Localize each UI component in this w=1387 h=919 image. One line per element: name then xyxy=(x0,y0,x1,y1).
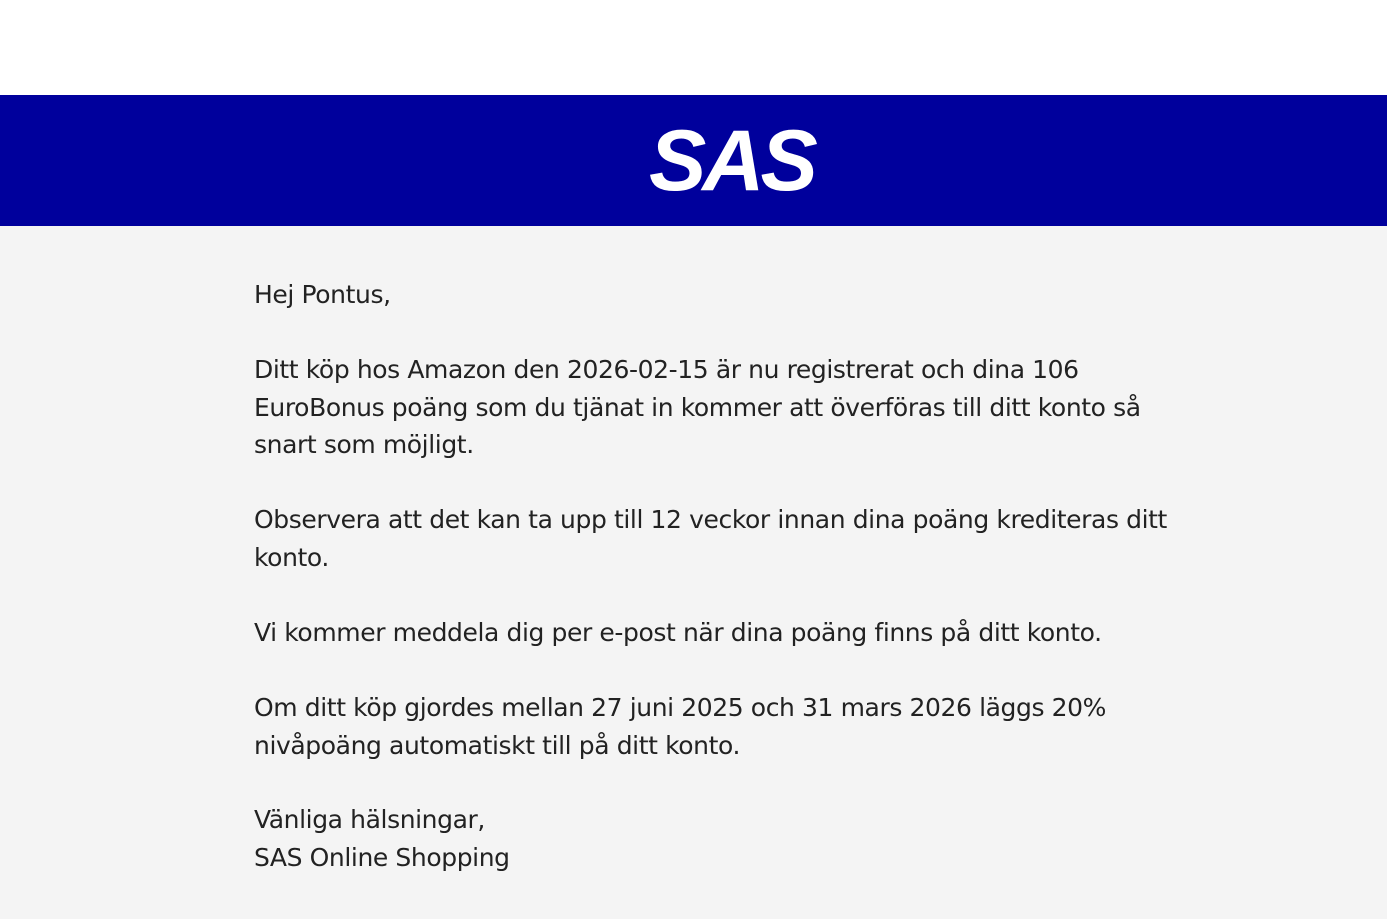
top-spacer xyxy=(0,0,1387,95)
sas-logo xyxy=(645,120,835,194)
greeting: Hej Pontus, xyxy=(254,280,391,309)
bonus-paragraph: Om ditt köp gjordes mellan 27 juni 2025 och 31 mars 2026 läggs 20% nivåpoäng automatiskt till på ditt konto. xyxy=(254,693,1107,760)
purchase-paragraph: Ditt köp hos Amazon den 2026-02-15 är nu registrerat och dina 106 EuroBonus poäng som du tjänat in kommer att överföras till ditt konto så snart som möjligt. xyxy=(254,355,1141,459)
notification-paragraph: Vi kommer meddela dig per e-post när dina poäng finns på ditt konto. xyxy=(254,618,1102,647)
sas-logo-text: SAS xyxy=(649,120,814,194)
closing-text: Vänliga hälsningar, xyxy=(254,805,485,834)
signature-text: SAS Online Shopping xyxy=(254,843,510,872)
delay-paragraph: Observera att det kan ta upp till 12 veckor innan dina poäng krediteras ditt konto. xyxy=(254,505,1167,572)
